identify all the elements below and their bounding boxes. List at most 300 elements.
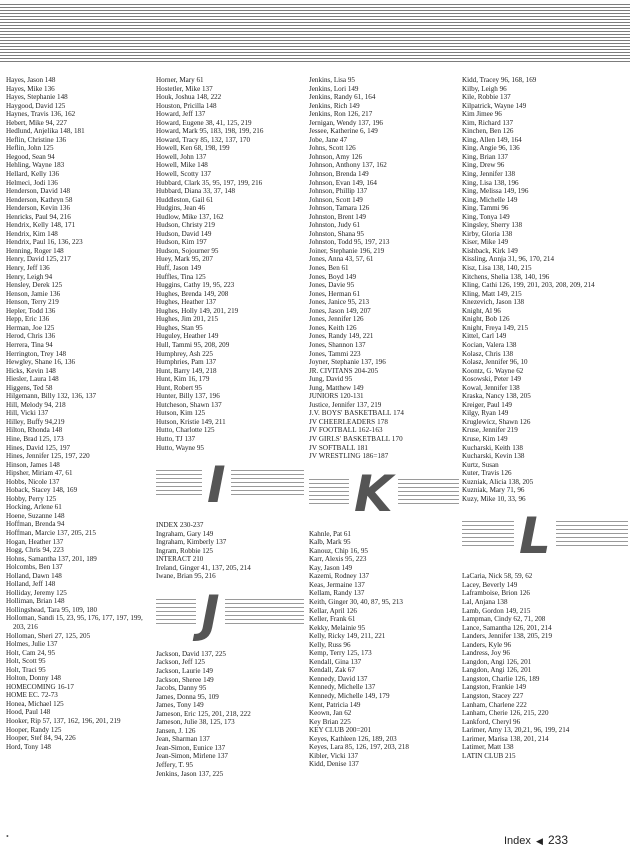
- index-entry: Jones, Herman 61: [309, 289, 361, 298]
- index-entry: Hayes, Jason 148: [6, 76, 56, 84]
- index-entry: Kendall, Zak 67: [309, 666, 355, 675]
- index-entry: Howell, Ken 68, 198, 199: [156, 144, 230, 153]
- index-entry: Jackson, David 137, 225: [156, 649, 226, 658]
- index-entry: Langston, Charlie 126, 189: [462, 674, 540, 683]
- index-entry: Hudson, Sojourner 95: [156, 246, 219, 255]
- index-entry: Kissling, Annja 31, 96, 170, 214: [462, 255, 555, 264]
- index-entry: Jenkins, Jason 137, 225: [156, 769, 224, 778]
- index-entry: Hipsher, Miriam 47, 61: [6, 469, 73, 478]
- index-entry: Holt, Traci 95: [6, 665, 46, 674]
- index-entry: Kelly, Russ 96: [309, 640, 351, 649]
- index-entry: Keith, Ginger 30, 40, 87, 95, 213: [309, 597, 403, 606]
- index-entry: Kruglewicz, Shawn 126: [462, 417, 531, 426]
- entry-list: [6, 76, 148, 751]
- index-entry: Kolasz, Chris 138: [462, 349, 514, 358]
- index-entry: Henson, Terry 219: [6, 298, 59, 307]
- index-entry: Ireland, Ginger 41, 137, 205, 214: [156, 563, 251, 572]
- index-entry: HOMECOMING 16-17: [6, 682, 74, 691]
- index-entry: Hedlund, Anjelika 148, 181: [6, 127, 85, 136]
- index-entry: Higgens, Ted 58: [6, 383, 53, 392]
- index-entry: Kennedy, David 137: [309, 674, 368, 683]
- index-entry: Hoffman, Marcie 137, 205, 215: [6, 528, 96, 537]
- index-entry: Kraska, Nancy 138, 205: [462, 392, 531, 401]
- index-entry: Hinson, James 148: [6, 460, 60, 469]
- index-entry: Kishback, Kirk 149: [462, 246, 518, 255]
- footer-label: Index: [504, 835, 531, 847]
- index-entry: Hepler, Todd 136: [6, 306, 56, 315]
- index-entry: Holton, Donny 148: [6, 674, 61, 683]
- index-entry: Hord, Tony 148: [6, 742, 51, 751]
- index-entry: Hutson, Kim 125: [156, 409, 206, 418]
- index-entry: Hocking, Arlene 61: [6, 503, 62, 512]
- index-entry: Howell, Mike 148: [156, 161, 208, 170]
- index-entry: Howard, Tracy 85, 132, 137, 170: [156, 135, 250, 144]
- index-entry: JV GIRLS' BASKETBALL 170: [309, 434, 403, 443]
- index-entry: Kruse, Jennifer 219: [462, 426, 518, 435]
- index-entry: Hutto, Charlotte 125: [156, 426, 215, 435]
- index-entry: Jacobs, Danny 95: [156, 684, 207, 693]
- index-entry: Justice, Jennifer 137, 219: [309, 400, 382, 409]
- index-entry: Hostetler, Mike 137: [156, 84, 213, 93]
- index-entry: Keyes, Lara 85, 126, 197, 203, 218: [309, 743, 409, 752]
- index-entry: Lal, Anjana 138: [462, 597, 508, 606]
- index-entry: Kruse, Kim 149: [462, 434, 508, 443]
- index-entry: Holloman, Sandi 15, 23, 95, 176, 177, 197, 199, 203, 216: [6, 614, 143, 631]
- index-entry: Hutson, Kristie 149, 211: [156, 417, 226, 426]
- index-entry: JV CHEERLEADERS 178: [309, 417, 389, 426]
- index-entry: Herman, Joe 125: [6, 323, 55, 332]
- index-entry: Koontz, G. Wayne 62: [462, 366, 524, 375]
- index-entry: Jenkins, Ron 126, 217: [309, 110, 373, 119]
- index-entry: Jenkins, Lori 149: [309, 84, 359, 93]
- index-entry: Johns, Scott 126: [309, 144, 356, 153]
- index-entry: J.V. BOYS' BASKETBALL 174: [309, 409, 405, 418]
- index-entry: Henson, Jamie 136: [6, 289, 61, 298]
- index-entry: Kilgy, Ryan 149: [462, 409, 509, 418]
- index-column-2: [156, 76, 304, 778]
- index-entry: Landers, Jennifer 138, 205, 219: [462, 632, 553, 641]
- index-entry: Kim, Richard 137: [462, 118, 514, 127]
- index-entry: Johnson, Evan 149, 164: [309, 178, 377, 187]
- index-entry: Kuzniak, Mary 71, 96: [462, 486, 525, 495]
- index-entry: Kucharski, Kevin 138: [462, 452, 525, 461]
- index-entry: Jean-Simon, Eunice 137: [156, 743, 226, 752]
- index-entry: Jones, Ben 61: [309, 264, 349, 273]
- index-entry: Kidd, Tracey 96, 168, 169: [462, 76, 537, 84]
- index-entry: Jones, Randy 149, 221: [309, 332, 374, 341]
- index-entry: Hines, Jennifer 125, 197, 220: [6, 452, 90, 461]
- index-entry: Henricks, Paul 94, 216: [6, 212, 71, 221]
- index-entry: Hilley, Buffy 94,219: [6, 417, 65, 426]
- index-entry: Landress, Joy 96: [462, 649, 510, 658]
- index-entry: Howard, Jeff 137: [156, 110, 206, 119]
- index-entry: Kittel, Carl 149: [462, 332, 507, 341]
- index-entry: Holliday, Jeremy 125: [6, 588, 67, 597]
- index-entry: Howell, Scotty 137: [156, 170, 211, 179]
- index-entry: Kalb, Mark 95: [309, 538, 351, 547]
- index-entry: Lampman, Cindy 62, 71, 208: [462, 615, 546, 624]
- index-entry: Kahnle, Pat 61: [309, 529, 351, 538]
- index-entry: Hensley, Derek 125: [6, 281, 63, 290]
- index-entry: Kennedy, Michelle 149, 179: [309, 692, 390, 700]
- index-entry: James, Donna 95, 109: [156, 692, 219, 701]
- index-entry: Latimer, Matt 138: [462, 743, 514, 752]
- index-entry: Holt, Cam 24, 95: [6, 648, 56, 657]
- index-entry: Jones, Anna 43, 57, 61: [309, 255, 374, 264]
- index-entry: Hill, Vicki 137: [6, 409, 49, 418]
- index-entry: LaCaria, Nick 58, 59, 62: [462, 572, 533, 581]
- index-entry: Humphries, Pam 137: [156, 358, 217, 367]
- index-entry: Landers, Kyle 96: [462, 640, 512, 649]
- index-entry: Hudson, Kim 197: [156, 238, 207, 247]
- index-entry: Jeffery, T. 95: [156, 761, 193, 769]
- index-entry: Hicks, Kevin 148: [6, 366, 56, 375]
- index-entry: Johnston, Brent 149: [309, 212, 366, 221]
- index-entry: Kuzy, Mike 10, 33, 96: [462, 494, 526, 503]
- index-entry: Larimer, Amy 13, 20,21, 96, 199, 214: [462, 726, 570, 735]
- index-entry: Jones, Jason 149, 207: [309, 306, 371, 315]
- index-entry: Holliman, Brian 148: [6, 597, 65, 606]
- index-entry: Jansen, J. 126: [156, 726, 196, 735]
- index-entry: Hughes, Jim 201, 215: [156, 315, 219, 324]
- index-entry: King, Allen 149, 164: [462, 135, 522, 144]
- index-entry: Kidd, Denise 137: [309, 760, 359, 769]
- index-entry: Kent, Patricia 149: [309, 700, 361, 709]
- index-entry: INDEX 230-237: [156, 521, 204, 530]
- index-entry: Heflin, John 125: [6, 144, 54, 153]
- index-entry: Karr, Alexis 95, 223: [309, 555, 367, 564]
- index-entry: Kocian, Valera 138: [462, 340, 517, 349]
- index-entry: Johnson, Amy 126: [309, 152, 363, 161]
- page-footer: [504, 833, 568, 847]
- index-entry: Hegood, Sean 94: [6, 152, 55, 161]
- index-entry: Joiner, Stephanie 196, 219: [309, 246, 385, 255]
- index-entry: Hogan, Heather 137: [6, 537, 64, 546]
- index-entry: KEY CLUB 200=201: [309, 726, 372, 735]
- index-entry: Knight, Freya 149, 215: [462, 323, 529, 332]
- index-entry: Johnson, Phillip 137: [309, 187, 368, 196]
- index-entry: Kreiger, Paul 149: [462, 400, 512, 409]
- index-entry: Kuzniak, Alicia 138, 205: [462, 477, 534, 486]
- index-entry: Houston, Pricilla 148: [156, 101, 217, 110]
- index-entry: Humphrey, Ash 225: [156, 349, 213, 358]
- index-entry: Larimer, Marisa 138, 201, 214: [462, 734, 549, 743]
- index-entry: Hunt, Robert 95: [156, 383, 202, 392]
- index-entry: Henry, Leigh 94: [6, 272, 53, 281]
- index-entry: Jung, David 95: [309, 375, 353, 384]
- index-entry: King, Tammi 96: [462, 204, 509, 213]
- index-entry: Hilgemann, Billy 132, 136, 137: [6, 392, 97, 401]
- index-entry: Hines, David 125, 197: [6, 443, 71, 452]
- entry-list: [156, 76, 304, 452]
- index-entry: Jenkins, Randy 61, 164: [309, 93, 376, 102]
- index-entry: Ingraham, Gary 149: [156, 529, 214, 538]
- index-entry: Hohns, Samantha 137, 201, 189: [6, 554, 97, 563]
- index-entry: Kisz, Lisa 138, 140, 215: [462, 264, 532, 273]
- index-entry: Kucharski, Keith 138: [462, 443, 523, 452]
- index-entry: Kelly, Ricky 149, 211, 221: [309, 632, 386, 641]
- index-column-3: [309, 76, 459, 769]
- index-entry: Hooper, Stef 84, 94, 226: [6, 734, 76, 743]
- index-entry: Hutto, Wayne 95: [156, 443, 204, 452]
- index-entry: Kekky, Melainie 95: [309, 623, 366, 632]
- index-entry: Henderson, Kathryn 58: [6, 195, 73, 204]
- index-entry: Hudlow, Mike 137, 162: [156, 212, 224, 221]
- index-entry: Holloman, Sheri 27, 125, 205: [6, 631, 91, 640]
- entry-list: [462, 572, 628, 760]
- index-entry: Huff, Jason 149: [156, 264, 201, 273]
- index-entry: Jones, Keith 126: [309, 323, 357, 332]
- index-entry: INTERACT 210: [156, 555, 204, 564]
- index-entry: JR. CIVITANS 204-205: [309, 366, 378, 375]
- index-entry: King, Drew 96: [462, 161, 505, 170]
- index-entry: Jobe, Jane 47: [309, 135, 348, 144]
- index-entry: Horner, Mary 61: [156, 76, 204, 84]
- index-entry: Kingsley, Sherry 138: [462, 221, 523, 230]
- index-entry: Jameson, Julie 38, 125, 173: [156, 718, 235, 727]
- index-entry: Johnson, Anthony 137, 162: [309, 161, 387, 170]
- index-entry: Kosowski, Peter 149: [462, 375, 521, 384]
- index-entry: Henderson, David 148: [6, 187, 71, 196]
- index-entry: Huddleston, Gail 61: [156, 195, 214, 204]
- index-entry: Henderson, Kevin 136: [6, 204, 71, 213]
- index-entry: Hellard, Kelly 136: [6, 170, 59, 179]
- index-entry: Knight, Al 96: [462, 306, 501, 315]
- index-entry: Honea, Michael 125: [6, 699, 64, 708]
- index-entry: Kinchen, Ben 126: [462, 127, 514, 136]
- index-entry: Holt, Scott 95: [6, 657, 46, 666]
- index-entry: Kuter, Travis 126: [462, 469, 512, 478]
- index-entry: James, Tony 149: [156, 701, 204, 710]
- index-entry: Helmeci, Jodi 136: [6, 178, 58, 187]
- index-entry: Huggins, Cathy 19, 95, 223: [156, 281, 235, 290]
- section-letter: I: [202, 460, 231, 510]
- index-entry: Hooper, Randy 125: [6, 725, 62, 734]
- index-entry: Johnston, Todd 95, 197, 213: [309, 238, 390, 247]
- index-entry: Hughes, Brenda 149, 208: [156, 289, 229, 298]
- index-entry: JV WRESTLING 186=187: [309, 452, 389, 461]
- index-entry: Henning, Roger 148: [6, 246, 64, 255]
- index-entry: Jung, Matthew 149: [309, 383, 364, 392]
- index-entry: Kling, Matt 149, 215: [462, 289, 522, 298]
- index-entry: Kendall, Gina 137: [309, 657, 362, 666]
- index-entry: JV FOOTBALL 162-163: [309, 426, 383, 435]
- index-entry: Hubbard, Clark 35, 95, 197, 199, 216: [156, 178, 263, 187]
- index-entry: Jean-Simon, Mirlene 137: [156, 752, 228, 761]
- index-entry: King, Tonya 149: [462, 212, 510, 221]
- index-entry: Hooker, Rip 57, 137, 162, 196, 201, 219: [6, 717, 121, 726]
- index-entry: Jackson, Jeff 125: [156, 658, 205, 667]
- index-entry: Johnson, Brenda 149: [309, 170, 369, 179]
- index-entry: Johnston, Judy 61: [309, 221, 361, 230]
- index-entry: Kazemi, Rodney 137: [309, 572, 370, 581]
- index-entry: Johnson, Scott 149: [309, 195, 363, 204]
- index-entry: Kile, Robbie 137: [462, 93, 511, 102]
- index-entry: Holcombs, Ben 137: [6, 563, 63, 572]
- index-entry: Jackson, Laurie 149: [156, 666, 213, 675]
- index-column-1: [6, 76, 148, 751]
- index-entry: King, Brian 137: [462, 152, 508, 161]
- section-letter: K: [349, 469, 398, 519]
- header-stripes: [0, 4, 630, 62]
- index-entry: Kiser, Mike 149: [462, 238, 509, 247]
- index-entry: Lanham, Cherie 126, 215, 220: [462, 709, 549, 718]
- index-entry: Hebert, Mike 94, 227: [6, 118, 67, 127]
- index-entry: Jones, Shannon 137: [309, 340, 366, 349]
- index-entry: Kennedy, Michelle 137: [309, 683, 376, 692]
- index-entry: Holland, Jeff 148: [6, 580, 56, 589]
- index-column-4: [462, 76, 628, 760]
- index-entry: Jernigan, Wendy 137, 196: [309, 118, 383, 127]
- index-entry: Kitchens, Shelia 138, 140, 196: [462, 272, 550, 281]
- entry-list: [309, 76, 459, 461]
- index-entry: Keyes, Kathleen 126, 189, 203: [309, 734, 397, 743]
- index-entry: Johnston, Shana 95: [309, 229, 364, 238]
- index-entry: Henry, David 125, 217: [6, 255, 71, 264]
- index-entry: Kurtz, Susan: [462, 460, 499, 469]
- index-entry: Hood, Paul 148: [6, 708, 51, 717]
- index-entry: Hine, Brad 125, 173: [6, 434, 64, 443]
- index-entry: Hudson, David 149: [156, 229, 212, 238]
- index-entry: Houk, Joshua 148, 222: [156, 93, 222, 102]
- index-entry: Keas, Jermaine 137: [309, 580, 365, 589]
- index-entry: Langston, Frankie 149: [462, 683, 527, 692]
- index-entry: Jones, Janice 95, 213: [309, 298, 370, 307]
- index-entry: Kowal, Jennifer 138: [462, 383, 520, 392]
- letter-divider-l: [462, 509, 628, 565]
- index-entry: Lance, Samantha 126, 201, 214: [462, 623, 552, 632]
- index-entry: Kirby, Gloria 138: [462, 229, 513, 238]
- index-entry: Laframboise, Brion 126: [462, 589, 530, 598]
- index-entry: Herrera, Tina 94: [6, 340, 53, 349]
- index-entry: Holmes, Julie 137: [6, 640, 58, 649]
- index-entry: Hobbs, Nicole 137: [6, 477, 60, 486]
- index-entry: Huguley, Heather 149: [156, 332, 219, 341]
- index-entry: Hunt, Kim 16, 179: [156, 375, 210, 384]
- index-entry: Hehling, Wayne 183: [6, 161, 65, 170]
- index-entry: Hutto, TJ 137: [156, 434, 196, 443]
- index-entry: Herrington, Trey 148: [6, 349, 67, 358]
- index-entry: Knezevich, Jason 138: [462, 298, 525, 307]
- index-entry: Hepp, Eric 136: [6, 315, 50, 324]
- index-entry: Joyner, Stephanie 137, 196: [309, 358, 386, 367]
- corner-mark: •: [6, 832, 9, 841]
- index-entry: Langdon, Angi 126, 201: [462, 666, 532, 675]
- index-entry: Jessee, Katherine 6, 149: [309, 127, 378, 136]
- index-entry: Lamb, Gordon 149, 215: [462, 606, 531, 615]
- index-entry: Langdon, Angi 126, 201: [462, 657, 532, 666]
- index-entry: Jones, Jennifer 126: [309, 315, 364, 324]
- index-entry: Jackson, Sheree 149: [156, 675, 214, 684]
- index-entry: Johnson, Tamara 126: [309, 204, 370, 213]
- index-entry: King, Melissa 149, 196: [462, 187, 529, 196]
- index-entry: Kellar, April 126: [309, 606, 357, 615]
- index-entry: Kilby, Leigh 96: [462, 84, 507, 93]
- index-entry: Holland, Dawn 148: [6, 571, 62, 580]
- index-entry: Hutcheson, Shawn 137: [156, 400, 222, 409]
- index-entry: Hendrix, Kelly 148, 171: [6, 221, 76, 230]
- index-entry: Jones, Boyd 149: [309, 272, 357, 281]
- divider-lines: [156, 599, 304, 625]
- left-arrow-icon: ◀: [535, 836, 543, 846]
- index-entry: Jones, Tammi 223: [309, 349, 361, 358]
- index-entry: Knight, Bob 126: [462, 315, 510, 324]
- index-entry: Hollingshead, Tara 95, 109, 180: [6, 605, 97, 614]
- entry-list: [156, 521, 304, 581]
- index-entry: Lanham, Charlene 222: [462, 700, 527, 709]
- index-entry: Langston, Stacey 227: [462, 692, 524, 700]
- index-entry: Jenkins, Lisa 95: [309, 76, 355, 84]
- index-entry: LATIN CLUB 215: [462, 751, 516, 760]
- index-entry: Hubbard, Diana 33, 37, 148: [156, 187, 236, 196]
- index-entry: King, Lisa 138, 196: [462, 178, 519, 187]
- index-entry: Herod, Chris 136: [6, 332, 56, 341]
- index-entry: Hughes, Heather 137: [156, 298, 217, 307]
- index-entry: Hull, Tammi 95, 208, 209: [156, 340, 230, 349]
- index-entry: King, Jennifer 138: [462, 170, 515, 179]
- entry-list: [462, 76, 628, 503]
- section-letter: L: [514, 511, 556, 561]
- index-entry: Lankford, Cheryl 96: [462, 717, 521, 726]
- index-entry: Hendrix, Kim 148: [6, 229, 58, 238]
- letter-divider-i: [156, 458, 304, 514]
- index-entry: Heflin, Christine 136: [6, 135, 67, 144]
- section-letter: J: [196, 589, 225, 639]
- index-entry: Howard, Eugene 38, 41, 125, 219: [156, 118, 252, 127]
- index-entry: Jones, Davie 95: [309, 281, 355, 290]
- index-entry: Iwane, Brian 95, 216: [156, 572, 216, 581]
- index-entry: Hill, Melody 94, 218: [6, 400, 66, 409]
- index-entry: Hewgley, Shane 16, 136: [6, 358, 76, 367]
- index-entry: Haygood, David 125: [6, 101, 66, 110]
- index-entry: Kanouz, Chip 16, 95: [309, 546, 368, 555]
- index-entry: HOME EC. 72-73: [6, 691, 58, 700]
- index-entry: Kellam, Randy 137: [309, 589, 365, 598]
- index-entry: Hunter, Billy 137, 196: [156, 392, 220, 401]
- index-entry: Hobby, Perry 125: [6, 494, 57, 503]
- index-entry: Hughes, Holly 149, 201, 219: [156, 306, 239, 315]
- index-entry: Hoback, Stacey 148, 169: [6, 486, 78, 495]
- index-entry: Kemp, Terry 125, 173: [309, 649, 372, 658]
- index-entry: Kilpatrick, Wayne 149: [462, 101, 527, 110]
- index-entry: Keown, Jan 62: [309, 709, 352, 718]
- index-entry: Hayes, Stephanie 148: [6, 93, 68, 102]
- index-entry: Hoene, Suzanne 148: [6, 511, 65, 520]
- index-entry: Hendrix, Paul 16, 136, 223: [6, 238, 83, 247]
- index-entry: Lacey, Beverly 149: [462, 580, 518, 589]
- index-entry: Hoffman, Brenda 94: [6, 520, 65, 529]
- index-entry: Kolasz, Jennifer 96, 10: [462, 358, 528, 367]
- index-entry: Kibler, Vicki 137: [309, 751, 359, 760]
- index-entry: Hudson, Christy 219: [156, 221, 215, 230]
- index-entry: Kim Jimee 96: [462, 110, 502, 119]
- index-entry: Huey, Mark 95, 207: [156, 255, 213, 264]
- index-entry: Hogg, Chris 94, 223: [6, 546, 64, 555]
- index-entry: JV SOFTBALL 181: [309, 443, 369, 452]
- index-entry: Kay, Jason 149: [309, 563, 353, 572]
- letter-divider-j: [156, 584, 304, 643]
- index-entry: Hunt, Barry 149, 218: [156, 366, 217, 375]
- index-entry: Jameson, Eric 125, 201, 218, 222: [156, 709, 251, 718]
- index-entry: King, Michelle 149: [462, 195, 518, 204]
- page-number: 233: [547, 833, 568, 847]
- index-entry: Jenkins, Rich 149: [309, 101, 360, 110]
- entry-list: [309, 530, 459, 769]
- index-entry: Henry, Jeff 136: [6, 264, 50, 273]
- index-entry: Ingraham, Kimberly 137: [156, 538, 227, 547]
- index-entry: Keller, Frank 61: [309, 615, 356, 624]
- letter-divider-k: [309, 464, 459, 523]
